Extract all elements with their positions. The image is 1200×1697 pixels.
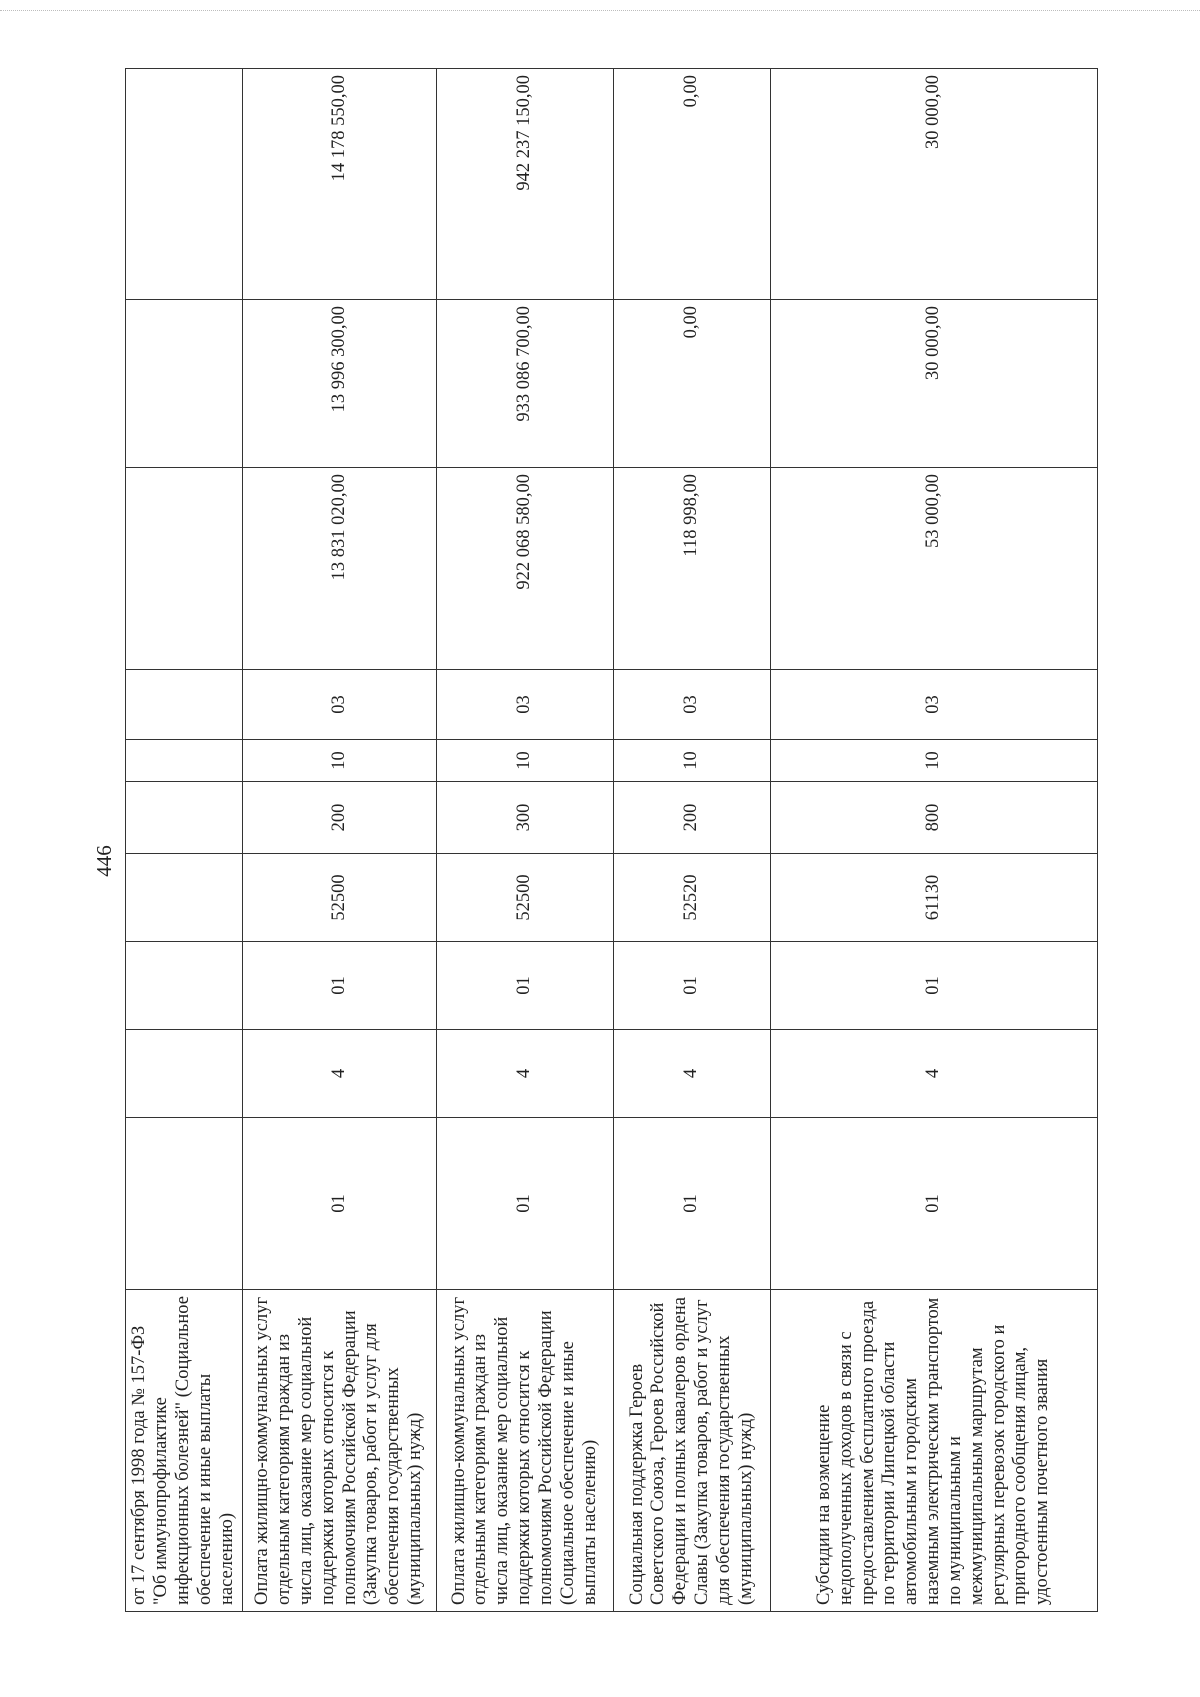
amount-year-1: 922 068 580,00 <box>437 468 614 670</box>
code-section: 10 <box>243 740 437 782</box>
amount-year-3: 942 237 150,00 <box>437 69 614 300</box>
amount-year-1: 13 831 020,00 <box>243 468 437 670</box>
table-row <box>771 69 1098 1612</box>
table-row <box>437 69 614 1612</box>
amount-year-1 <box>126 468 243 670</box>
code-subsection: 03 <box>437 670 614 740</box>
code-subprogram: 4 <box>614 1030 771 1118</box>
code-program: 01 <box>243 1118 437 1290</box>
amount-year-2: 30 000,00 <box>771 300 1098 468</box>
code-event: 01 <box>614 942 771 1030</box>
amount-year-2: 13 996 300,00 <box>243 300 437 468</box>
code-direction: 52520 <box>614 854 771 942</box>
code-program: 01 <box>614 1118 771 1290</box>
code-section: 10 <box>437 740 614 782</box>
amount-year-1: 118 998,00 <box>614 468 771 670</box>
code-subsection <box>126 670 243 740</box>
amount-year-3 <box>126 69 243 300</box>
row-description: Субсидии на возмещение недополученных доходов в связи с предоставлением бесплатного проезда по территории Липецкой области автомобильным и городским наземным электрическим транспортом по муниципальным и межмуниципальным маршрутам регулярных перевозок городского и пригородного сообщения лицам, удостоенным почетного звания <box>771 1290 1098 1612</box>
code-expense-type <box>126 782 243 854</box>
code-expense-type: 300 <box>437 782 614 854</box>
amount-year-2 <box>126 300 243 468</box>
code-event: 01 <box>771 942 1098 1030</box>
amount-year-1: 53 000,00 <box>771 468 1098 670</box>
code-program <box>126 1118 243 1290</box>
amount-year-3: 0,00 <box>614 69 771 300</box>
code-section: 10 <box>771 740 1098 782</box>
code-event: 01 <box>243 942 437 1030</box>
amount-year-2: 0,00 <box>614 300 771 468</box>
budget-table <box>125 68 1098 1612</box>
code-subsection: 03 <box>243 670 437 740</box>
code-expense-type: 800 <box>771 782 1098 854</box>
table-row <box>243 69 437 1612</box>
code-direction: 52500 <box>437 854 614 942</box>
amount-year-2: 933 086 700,00 <box>437 300 614 468</box>
row-description: Оплата жилищно-коммунальных услуг отдельным категориям граждан из числа лиц, оказание мер социальной поддержки которых относится к полномочиям Российской Федерации (Закупка товаров, работ и услуг для обеспечения государственных (муниципальных) нужд) <box>243 1290 437 1612</box>
code-direction <box>126 854 243 942</box>
code-program: 01 <box>437 1118 614 1290</box>
table-row <box>126 69 243 1612</box>
code-event <box>126 942 243 1030</box>
table-row <box>614 69 771 1612</box>
code-subprogram: 4 <box>437 1030 614 1118</box>
scan-edge-line <box>0 10 1200 11</box>
code-subprogram <box>126 1030 243 1118</box>
code-subsection: 03 <box>771 670 1098 740</box>
code-program: 01 <box>771 1118 1098 1290</box>
code-section <box>126 740 243 782</box>
row-description: Социальная поддержка Героев Советского Союза, Героев Российской Федерации и полных кавалеров ордена Славы (Закупка товаров, работ и услуг для обеспечения государственных (муниципальных) нужд) <box>614 1290 771 1612</box>
code-direction: 52500 <box>243 854 437 942</box>
code-event: 01 <box>437 942 614 1030</box>
code-direction: 61130 <box>771 854 1098 942</box>
code-section: 10 <box>614 740 771 782</box>
code-subprogram: 4 <box>243 1030 437 1118</box>
code-subsection: 03 <box>614 670 771 740</box>
amount-year-3: 30 000,00 <box>771 69 1098 300</box>
code-expense-type: 200 <box>614 782 771 854</box>
row-description: Оплата жилищно-коммунальных услуг отдельным категориям граждан из числа лиц, оказание мер социальной поддержки которых относится к полномочиям Российской Федерации (Социальное обеспечение и иные выплаты населению) <box>437 1290 614 1612</box>
budget-table-rotated <box>125 69 1097 1612</box>
page-number: 446 <box>92 845 116 877</box>
code-subprogram: 4 <box>771 1030 1098 1118</box>
row-description: от 17 сентября 1998 года № 157-ФЗ "Об иммунопрофилактике инфекционных болезней" (Социальное обеспечение и иные выплаты населению) <box>126 1290 243 1612</box>
amount-year-3: 14 178 550,00 <box>243 69 437 300</box>
code-expense-type: 200 <box>243 782 437 854</box>
